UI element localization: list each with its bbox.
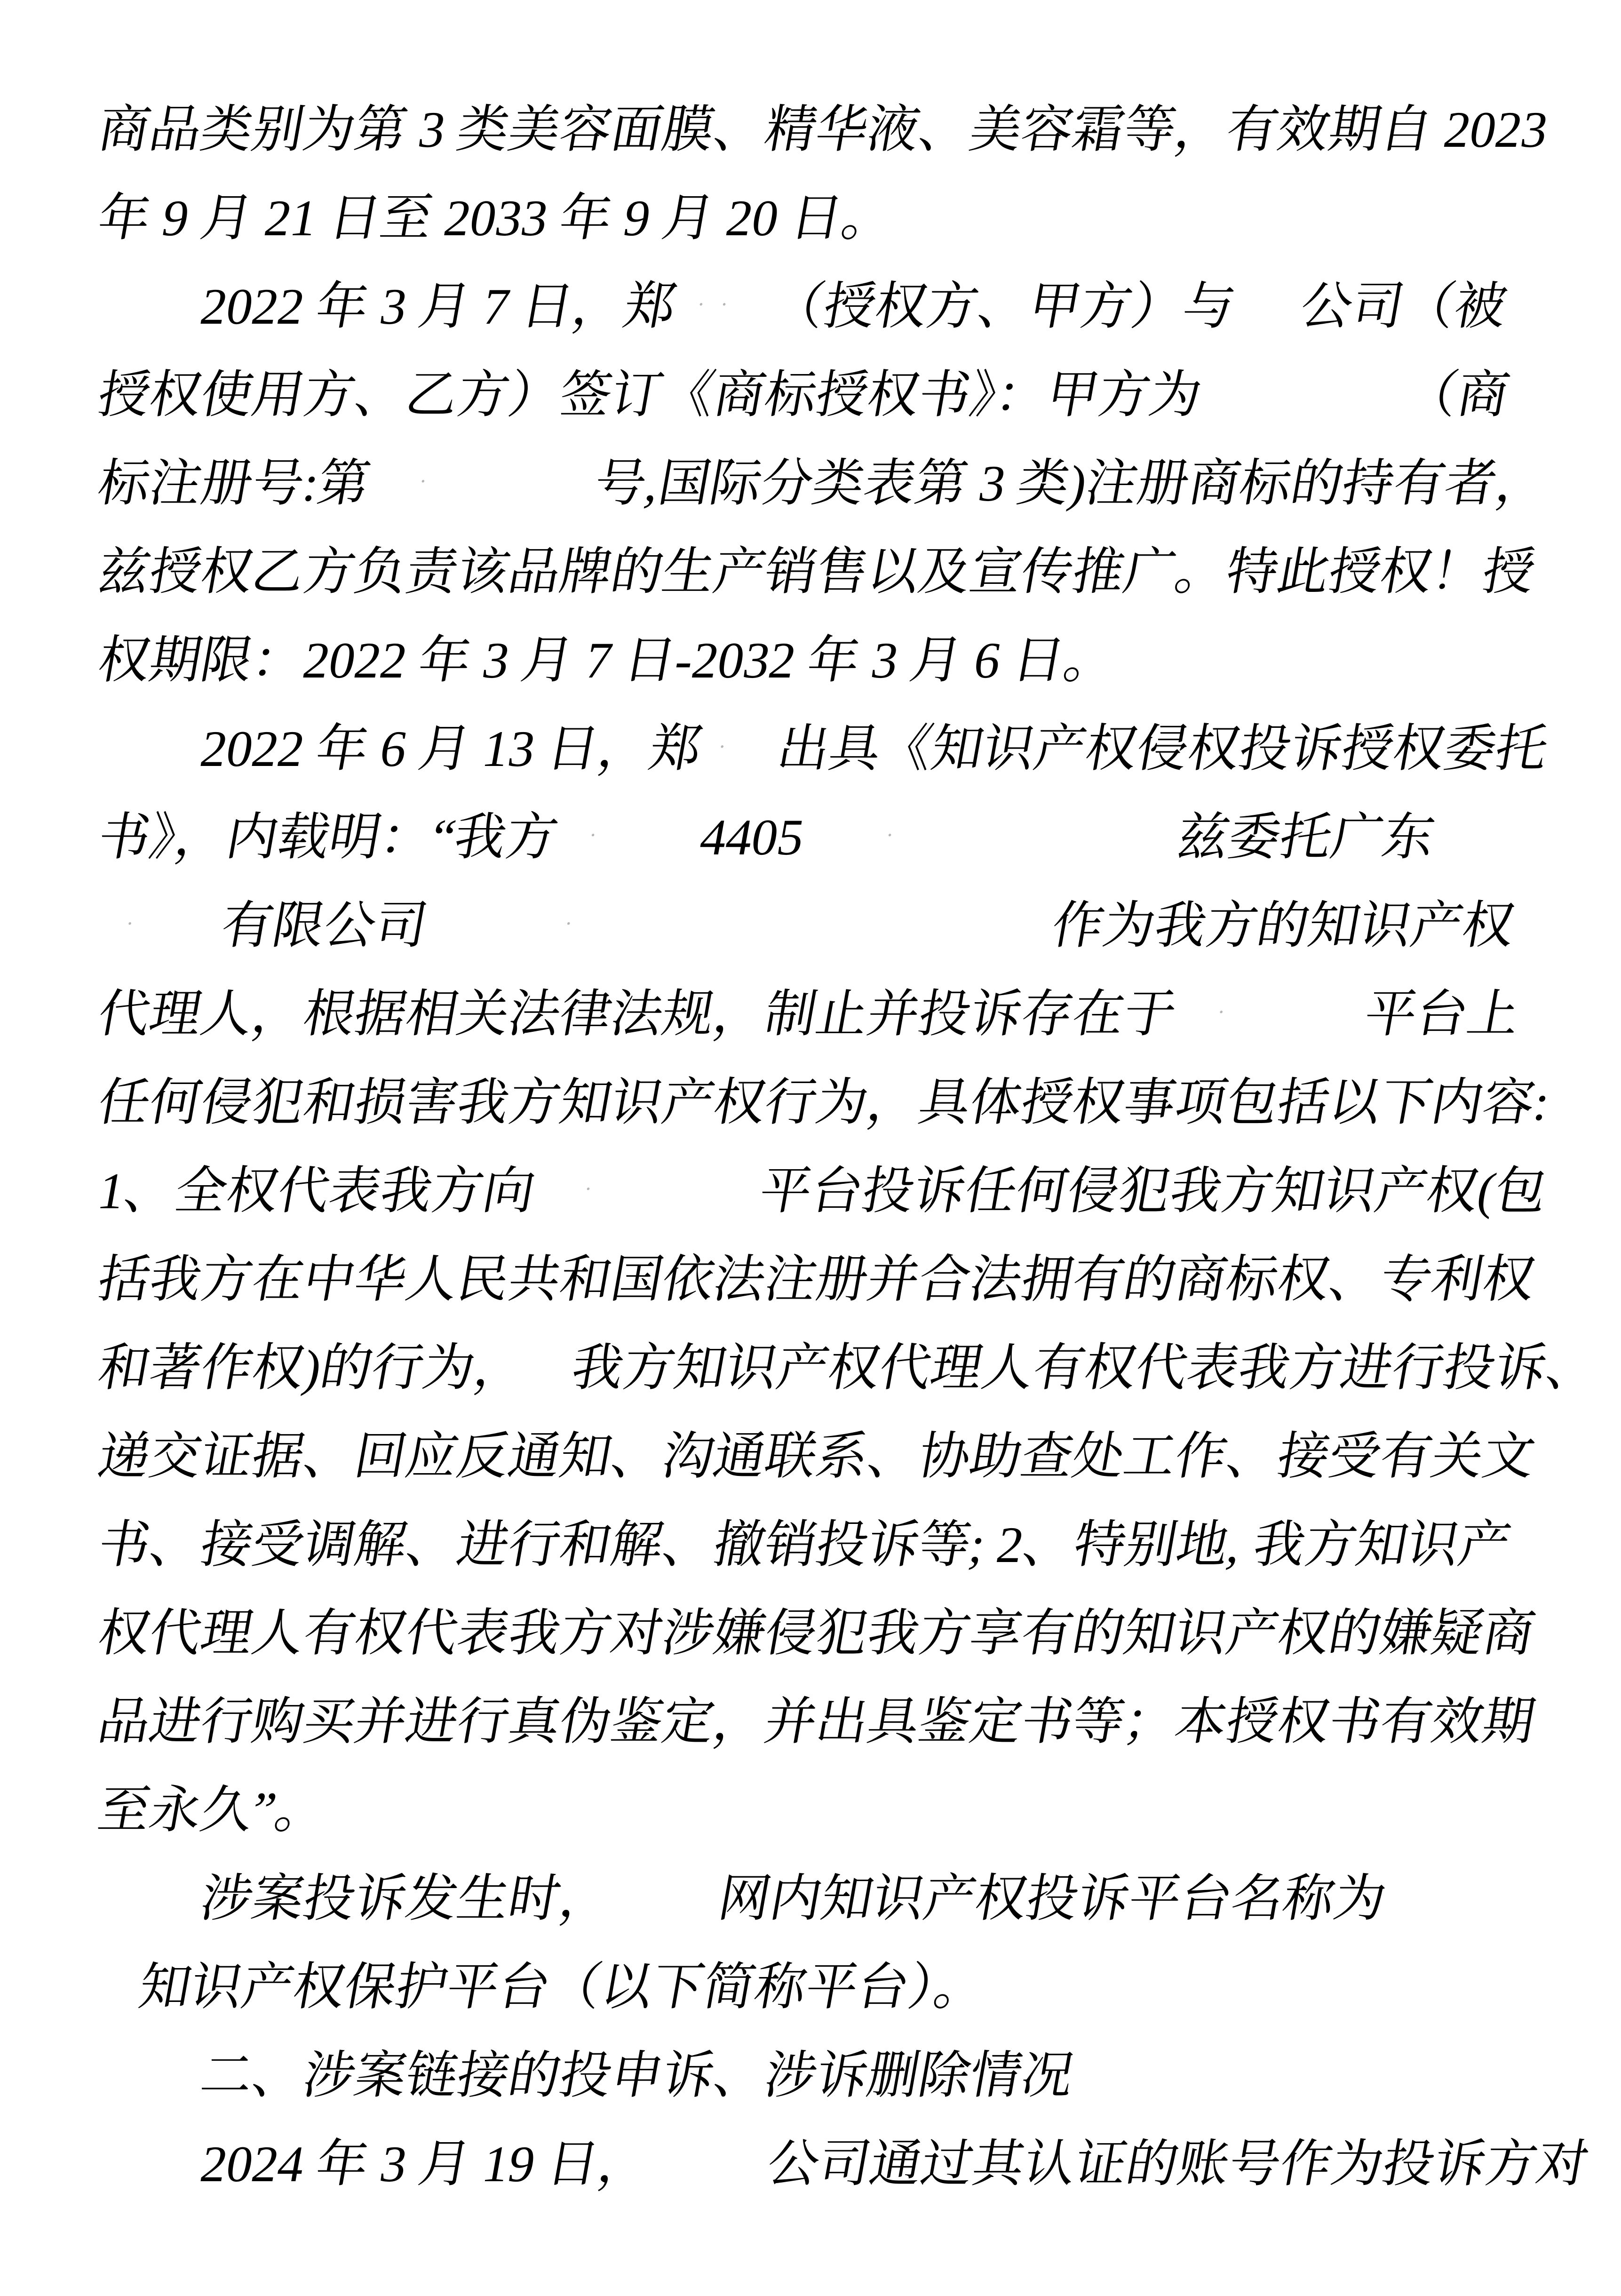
text-segment: 递交证据、回应反通知、沟通联系、协助查处工作、接受有关文 <box>94 1428 1540 1485</box>
scan-artifact: · <box>582 1177 610 1201</box>
text-segment: 兹委托广东 <box>1173 809 1439 866</box>
scan-artifact: ·· <box>695 292 746 316</box>
text-line <box>91 793 1574 882</box>
scan-artifact: · <box>1216 1000 1243 1024</box>
text-line <box>91 1412 1574 1501</box>
text-segment: 平台上 <box>1360 986 1524 1043</box>
text-line <box>91 1678 1574 1766</box>
text-line <box>91 528 1574 616</box>
document-text-block <box>94 86 1603 2208</box>
text-segment: （商 <box>1401 367 1514 423</box>
scan-artifact: · <box>124 911 152 935</box>
text-segment: 2024 年 3 月 19 日， <box>196 2136 655 2192</box>
text-line <box>91 174 1574 263</box>
scan-artifact: · <box>563 911 590 935</box>
text-segment: 权代理人有权代表我方对涉嫌侵犯我方享有的知识产权的嫌疑商 <box>94 1605 1540 1662</box>
text-segment: 2022 年 3 月 7 日，郑 <box>196 278 681 335</box>
text-segment: 和著作权)的行为， <box>94 1339 532 1396</box>
text-segment: 作为我方的知识产权 <box>1047 897 1519 954</box>
scan-artifact: · <box>884 823 912 847</box>
text-line <box>91 1324 1603 1412</box>
text-segment: 品进行购买并进行真伪鉴定，并出具鉴定书等；本授权书有效期 <box>94 1693 1540 1750</box>
text-segment: 有限公司 <box>216 897 432 954</box>
scan-artifact: · <box>716 734 744 758</box>
text-line <box>91 705 1574 793</box>
text-segment: 书、接受调解、进行和解、撤销投诉等; 2、特别地, 我方知识产 <box>94 1516 1516 1573</box>
redaction-gap <box>609 1915 716 1916</box>
text-segment: 括我方在中华人民共和国依法注册并合法拥有的商标权、专利权 <box>94 1251 1540 1308</box>
text-line <box>91 1943 1574 2032</box>
text-line <box>91 882 1574 970</box>
text-segment: 标注册号:第 <box>94 455 374 512</box>
text-segment: 我方知识产权代理人有权代表我方进行投诉、 <box>567 1339 1603 1396</box>
redaction-gap <box>1232 323 1298 324</box>
text-segment: 书》，内载明：“我方 <box>94 809 563 866</box>
text-line <box>91 616 1574 705</box>
text-segment: 代理人，根据相关法律法规，制止并投诉存在于 <box>94 986 1181 1043</box>
text-segment: 平台投诉任何侵犯我方知识产权(包 <box>755 1163 1552 1220</box>
text-line <box>91 1501 1574 1589</box>
text-line <box>91 1766 1574 1855</box>
text-segment: 1、全权代表我方向 <box>94 1163 540 1220</box>
text-segment: 出具《知识产权侵权投诉授权委托 <box>773 720 1552 777</box>
text-segment: 年 9 月 21 日至 2033 年 9 月 20 日。 <box>94 190 899 247</box>
text-segment: 至永久”。 <box>94 1782 332 1839</box>
text-line <box>91 2032 1574 2120</box>
text-segment: 商品类别为第 3 类美容面膜、精华液、美容霜等，有效期自 2023 <box>94 101 1552 158</box>
text-segment: 4405 <box>696 809 809 866</box>
text-line <box>91 1855 1574 1943</box>
text-segment: 涉案投诉发生时， <box>196 1870 617 1927</box>
text-segment: 权期限：2022 年 3 月 7 日-2032 年 3 月 6 日。 <box>94 632 1121 689</box>
text-line <box>91 263 1574 351</box>
text-segment: 2022 年 6 月 13 日，郑 <box>196 720 707 777</box>
text-line <box>91 1147 1574 1236</box>
text-line <box>91 970 1574 1059</box>
redaction-gap <box>366 469 592 501</box>
text-segment: 公司（被 <box>1296 278 1511 335</box>
text-segment: 二、涉案链接的投申诉、涉诉删除情况 <box>196 2047 1078 2104</box>
text-line <box>91 1059 1574 1147</box>
text-segment: （授权方、甲方）与 <box>768 278 1240 335</box>
text-segment: 号,国际分类表第 3 类)注册商标的持有者， <box>590 455 1553 512</box>
redaction-gap <box>96 911 219 943</box>
text-segment: 知识产权保护平台（以下简称平台）。 <box>135 1959 991 2016</box>
text-line <box>91 2120 1594 2208</box>
text-line <box>91 1236 1574 1324</box>
text-segment: 任何侵犯和损害我方知识产权行为，具体授权事项包括以下内容: <box>94 1074 1554 1131</box>
scan-artifact: · <box>417 469 445 493</box>
redaction-gap <box>424 911 1049 943</box>
redaction-gap <box>698 734 775 766</box>
text-line <box>91 439 1574 528</box>
text-line <box>91 1589 1574 1678</box>
text-segment: 兹授权乙方负责该品牌的生产销售以及宣传推广。特此授权！授 <box>94 543 1540 600</box>
text-segment: 网内知识产权投诉平台名称为 <box>714 1870 1391 1927</box>
text-segment: 公司通过其认证的账号作为投诉方对 <box>763 2136 1594 2192</box>
text-line <box>91 351 1574 439</box>
redaction-gap <box>673 292 770 324</box>
scan-artifact: · <box>587 823 615 847</box>
text-line <box>91 86 1574 174</box>
text-segment: 授权使用方、乙方）签订《商标授权书》：甲方为 <box>94 367 1207 423</box>
